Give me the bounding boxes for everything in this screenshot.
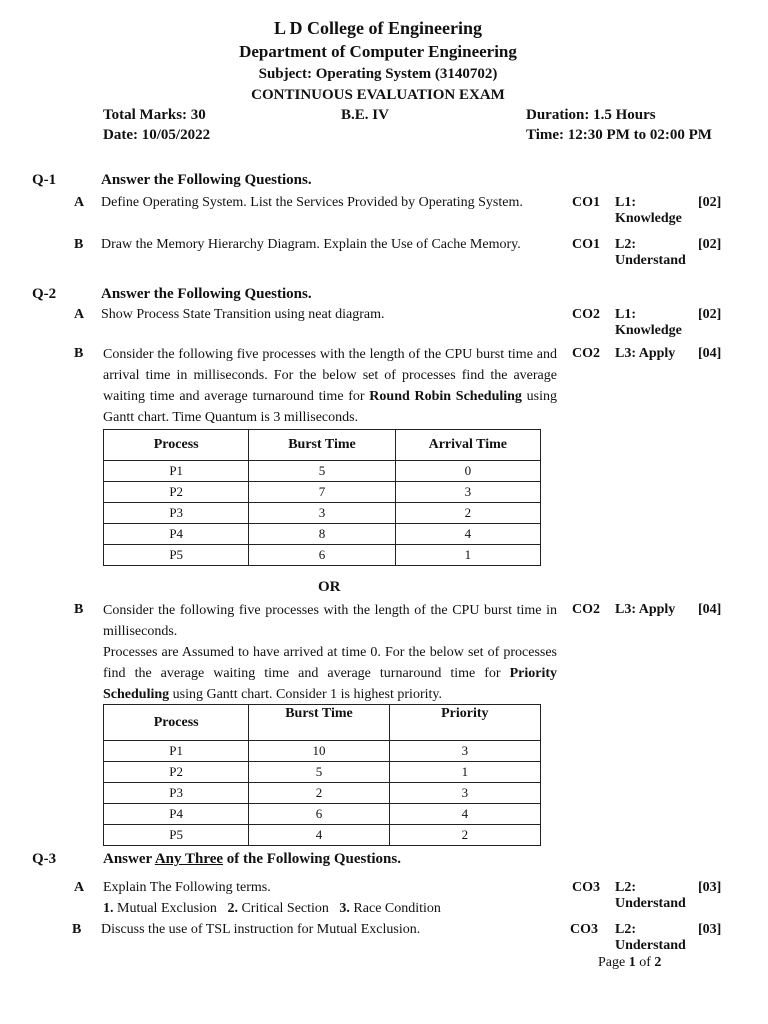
table-row: [104, 783, 541, 804]
table-row: [104, 482, 541, 503]
table-cell: 6: [249, 545, 395, 566]
q2a-marks: [02]: [698, 307, 722, 322]
table-cell: P4: [104, 524, 249, 545]
semester: B.E. IV: [341, 107, 389, 123]
subject-line: Subject: Operating System (3140702): [258, 66, 498, 82]
exam-time: Time: 12:30 PM to 02:00 PM: [526, 127, 712, 143]
q3a-marks: [03]: [698, 880, 722, 895]
q3-title: Answer Any Three of the Following Questions.: [103, 851, 401, 867]
table-cell: 3: [389, 741, 540, 762]
table-cell: 7: [249, 482, 395, 503]
q1b-marks: [02]: [698, 237, 722, 252]
priority-table: [103, 704, 541, 846]
q3a-terms: 1. Mutual Exclusion 2. Critical Section 3. Race Condition: [103, 901, 441, 916]
table-cell: P3: [104, 783, 249, 804]
q1-title: Answer the Following Questions.: [101, 172, 312, 188]
column-header: Priority: [389, 705, 540, 741]
q1a-co: CO1: [572, 195, 600, 210]
table-cell: 4: [395, 524, 540, 545]
q3b-marks: [03]: [698, 922, 722, 937]
column-header: Process: [104, 430, 249, 461]
column-header: Arrival Time: [395, 430, 540, 461]
q1b-co: CO1: [572, 237, 600, 252]
table-row: [104, 825, 541, 846]
table-cell: P3: [104, 503, 249, 524]
q2b-level: L3: Apply: [615, 346, 676, 361]
q1b-level: L2: Understand: [615, 237, 686, 268]
q3a-text: Explain The Following terms.: [103, 880, 271, 895]
or-separator: OR: [318, 579, 341, 595]
q2b-alt-marks: [04]: [698, 602, 722, 617]
q2a-level: L1: Knowledge: [615, 307, 682, 338]
table-row: [104, 804, 541, 825]
table-cell: P2: [104, 762, 249, 783]
q2a-text: Show Process State Transition using neat diagram.: [101, 307, 385, 322]
table-row: [104, 762, 541, 783]
table-cell: 3: [249, 503, 395, 524]
table-header-row: [104, 430, 541, 461]
q2b-alt-label: B: [74, 602, 84, 617]
q1a-label: A: [74, 195, 85, 210]
q1b-label: B: [74, 237, 84, 252]
table-row: [104, 741, 541, 762]
q3b-level: L2: Understand: [615, 922, 686, 953]
table-cell: 2: [389, 825, 540, 846]
table-cell: P1: [104, 741, 249, 762]
q1b-text: Draw the Memory Hierarchy Diagram. Explain the Use of Cache Memory.: [101, 237, 521, 252]
q3a-level: L2: Understand: [615, 880, 686, 911]
table-cell: 5: [249, 461, 395, 482]
exam-title: CONTINUOUS EVALUATION EXAM: [251, 87, 505, 103]
q2-title: Answer the Following Questions.: [101, 286, 312, 302]
table-row: [104, 503, 541, 524]
q3-number: Q-3: [32, 851, 57, 867]
page-number: Page 1 of 2: [598, 955, 662, 970]
table-cell: 2: [395, 503, 540, 524]
table-cell: 0: [395, 461, 540, 482]
q1a-marks: [02]: [698, 195, 722, 210]
table-cell: P4: [104, 804, 249, 825]
q2-number: Q-2: [32, 286, 57, 302]
q3b-label: B: [72, 922, 82, 937]
column-header: Burst Time: [249, 705, 389, 741]
table-cell: 2: [249, 783, 389, 804]
q2b-text: Consider the following five processes with the length of the CPU burst time and arrival time in milliseconds. For the below set of processes find the average waiting time and average turnaround time for Round Robin Scheduling using Gantt chart. Time Quantum is 3 milliseconds.: [103, 347, 557, 425]
table-row: [104, 461, 541, 482]
exam-date: Date: 10/05/2022: [103, 127, 211, 143]
q1a-text: Define Operating System. List the Services Provided by Operating System.: [101, 195, 523, 210]
round-robin-table: [103, 429, 541, 566]
table-cell: P1: [104, 461, 249, 482]
table-cell: 8: [249, 524, 395, 545]
table-row: [104, 524, 541, 545]
q3b-text: Discuss the use of TSL instruction for Mutual Exclusion.: [101, 922, 421, 937]
column-header: Burst Time: [249, 430, 395, 461]
table-cell: 6: [249, 804, 389, 825]
q2a-label: A: [74, 307, 85, 322]
q2b-alt-co: CO2: [572, 602, 600, 617]
table-cell: 4: [249, 825, 389, 846]
q3a-label: A: [74, 880, 85, 895]
q2b-alt-text: Consider the following five processes with the length of the CPU burst time in milliseconds. Processes are Assumed to have arrived at time 0. For the below set of processes find the average waiting time and average turnaround time for Priority Scheduling using Gantt chart. Consider 1 is highest priority.: [103, 603, 557, 702]
table-cell: 4: [389, 804, 540, 825]
college-name: L D College of Engineering: [274, 18, 482, 38]
table-cell: 1: [389, 762, 540, 783]
table-cell: 1: [395, 545, 540, 566]
q2b-alt-level: L3: Apply: [615, 602, 676, 617]
table-cell: 3: [395, 482, 540, 503]
total-marks: Total Marks: 30: [103, 107, 206, 123]
q1-number: Q-1: [32, 172, 57, 188]
table-header-row: [104, 705, 541, 741]
table-cell: 3: [389, 783, 540, 804]
table-cell: P5: [104, 825, 249, 846]
q2b-co: CO2: [572, 346, 600, 361]
department-name: Department of Computer Engineering: [239, 42, 517, 61]
q3a-co: CO3: [572, 880, 600, 895]
q2b-label: B: [74, 346, 84, 361]
duration: Duration: 1.5 Hours: [526, 107, 656, 123]
table-cell: 10: [249, 741, 389, 762]
q2b-marks: [04]: [698, 346, 722, 361]
table-cell: P5: [104, 545, 249, 566]
table-cell: P2: [104, 482, 249, 503]
column-header: Process: [104, 705, 249, 741]
q1a-level: L1: Knowledge: [615, 195, 682, 226]
q2a-co: CO2: [572, 307, 600, 322]
table-cell: 5: [249, 762, 389, 783]
q3b-co: CO3: [570, 922, 598, 937]
table-row: [104, 545, 541, 566]
